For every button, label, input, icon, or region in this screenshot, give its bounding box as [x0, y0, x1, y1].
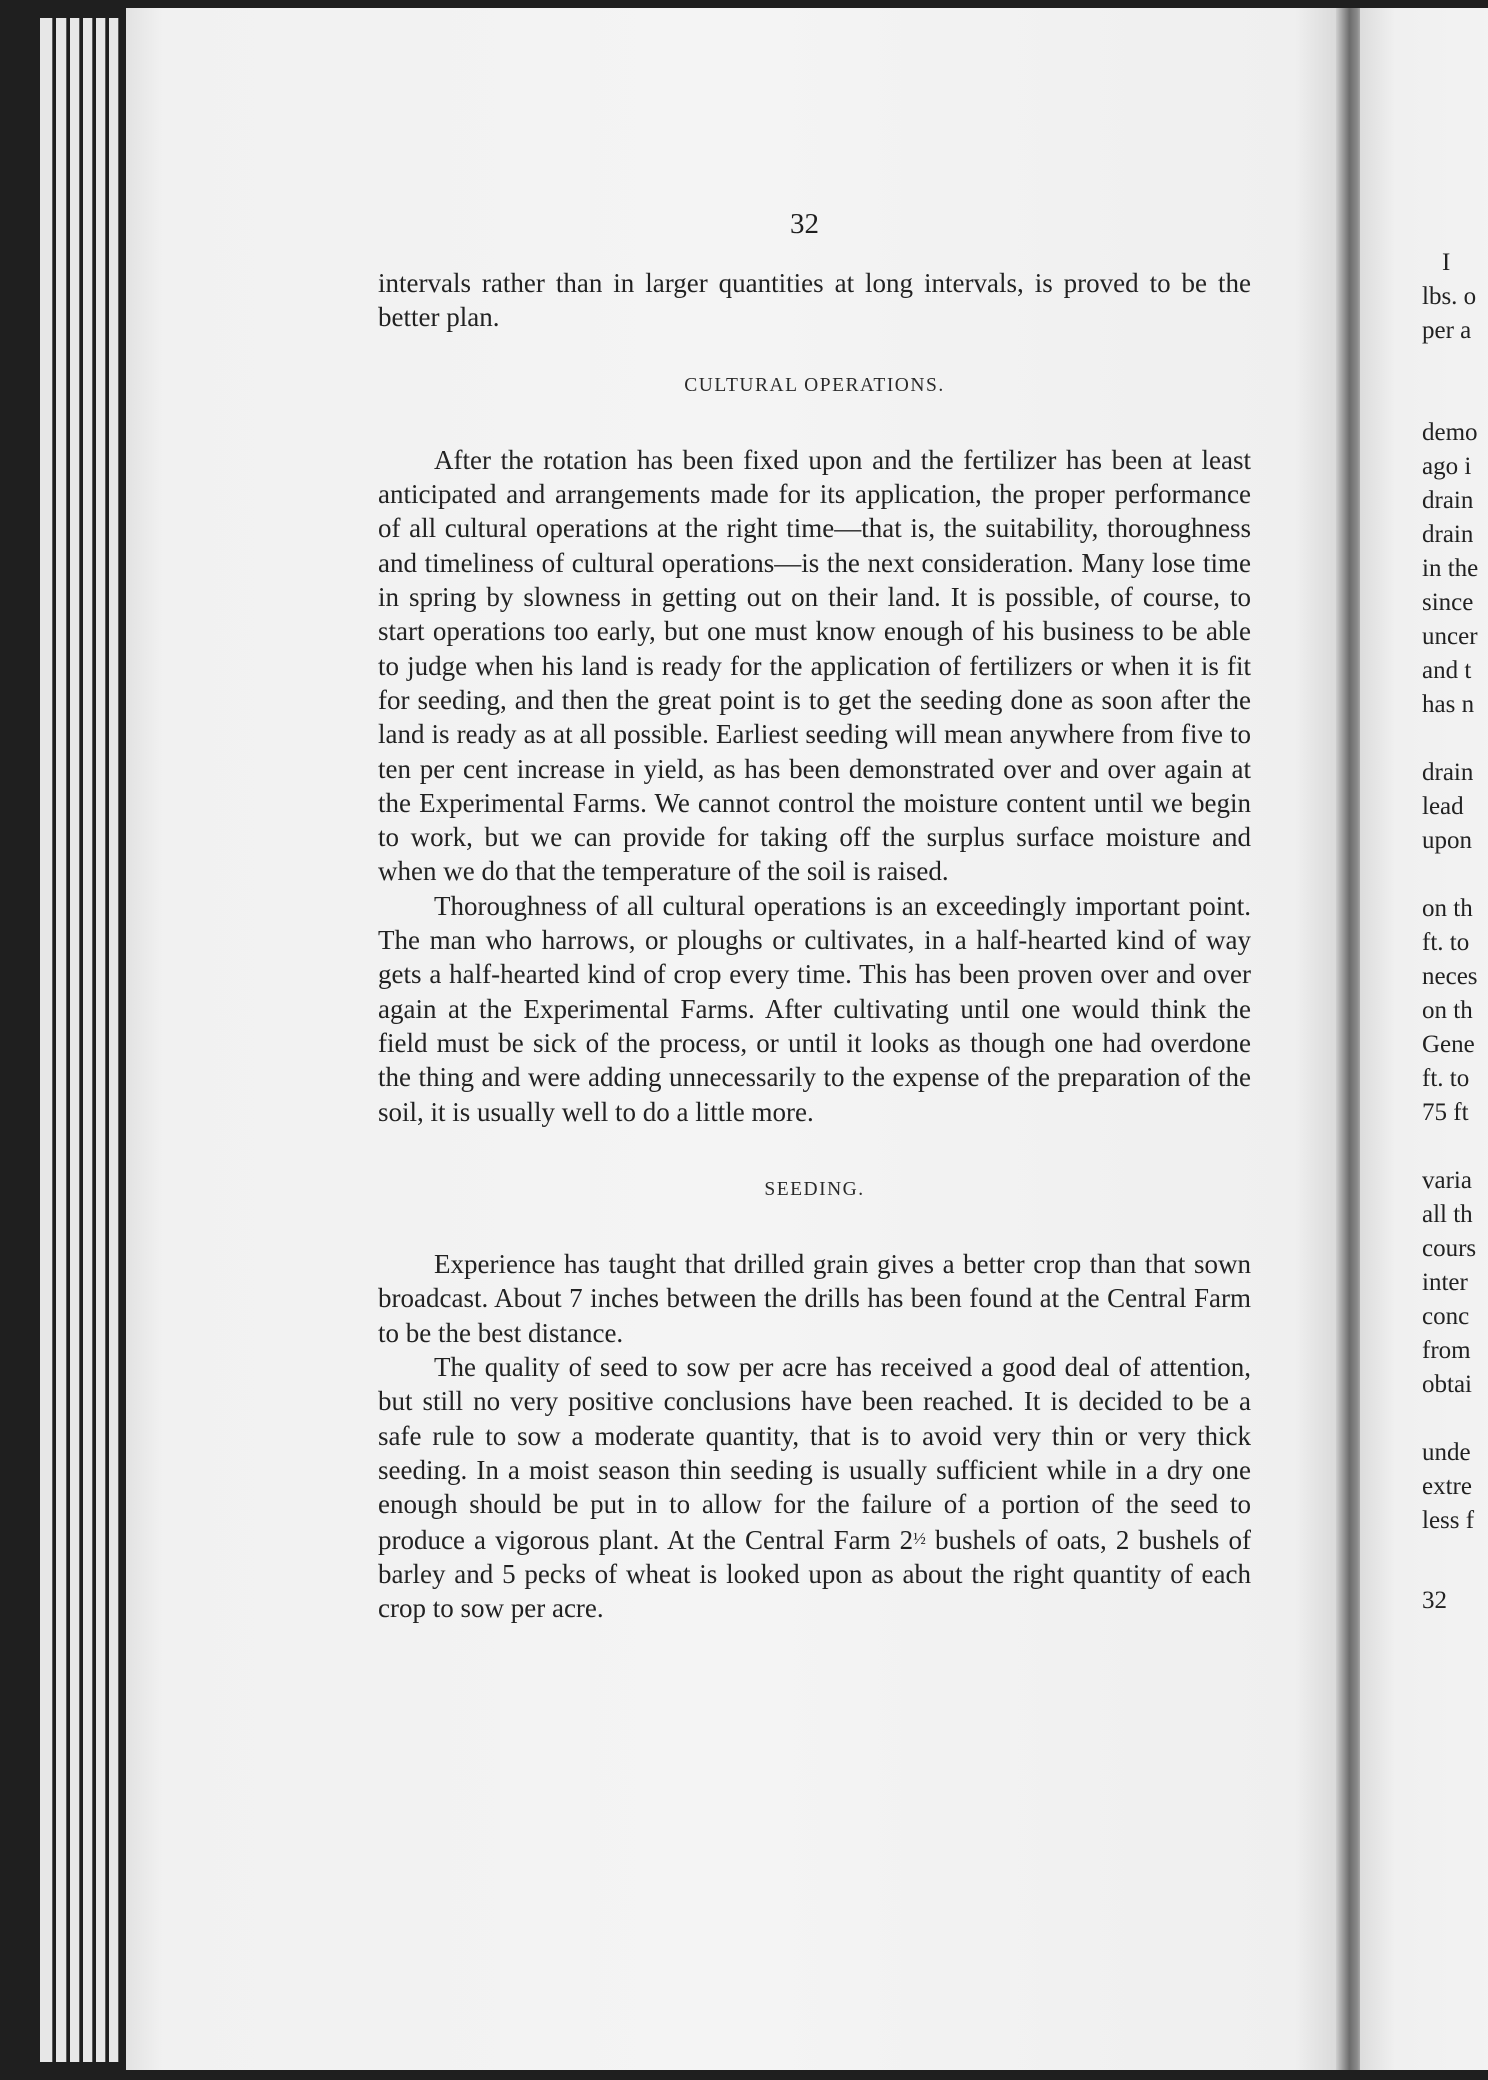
- paragraph-text: The quality of seed to sow per acre has received a good deal of attention, but still no very positive conclusions have been reached. It is decided to be a safe rule to sow a moderate quantity, that is to avoid very thin or very thick seeding. In a moist season thin seeding is usually sufficient while in a dry one enough should be put in to allow for the failure of a portion of the seed to produce a vigorous plant. At the Central Farm 2: [378, 1352, 1251, 1555]
- page-stack-edge: [83, 18, 93, 2062]
- facing-line: [1422, 1538, 1488, 1572]
- facing-line: cours: [1422, 1235, 1477, 1262]
- facing-page-number: 32: [1422, 1587, 1447, 1614]
- facing-line: extre: [1422, 1473, 1472, 1500]
- facing-line: [1422, 722, 1488, 756]
- page-stack-edge: [70, 18, 80, 2062]
- page-stack-edge: [40, 18, 53, 2062]
- paragraph-rotation: After the rotation has been fixed upon and the fertilizer has been at least anticipated and arrangements made for its application, the proper performance of all cultural operations at the right time—that is, the suitability, thoroughness and timeliness of cultural operations—is the next consideration. Many lose time in spring by slowness in getting out on their land. It is possible, of course, to start operations too early, but one must know enough of his business to be able to judge when his land is ready for the application of fertilizers or when it is fit for seeding, and then the great point is to get the seeding done as soon after the land is ready as at all possible. Earliest seeding will mean anywhere from five to ten per cent increase in yield, as has been demonstrated over and over again at the Experimental Farms. We cannot control the moisture content until we begin to work, but we can provide for taking off the surplus surface moisture and when we do that the temperature of the soil is raised.: [378, 444, 1251, 887]
- facing-line: uncer: [1422, 623, 1478, 650]
- facing-line: lbs. o: [1422, 283, 1477, 310]
- facing-line: drain: [1422, 487, 1474, 514]
- facing-line: [1422, 382, 1488, 416]
- facing-line: and t: [1422, 657, 1472, 684]
- facing-line: I: [1442, 249, 1451, 276]
- facing-line: obtai: [1422, 1371, 1472, 1398]
- facing-line: on th: [1422, 895, 1473, 922]
- continuation-paragraph: intervals rather than in larger quantities at long intervals, is proved to be the better plan.: [378, 268, 1251, 333]
- facing-line: all th: [1422, 1201, 1473, 1228]
- paragraph-text: bushels of oats, 2 bushels of barley and 5 pecks of wheat is looked upon as about the right quantity of each crop to sow per acre.: [378, 1524, 1251, 1624]
- facing-page-text: [1422, 246, 1488, 1618]
- facing-line: 75 ft: [1422, 1099, 1469, 1126]
- page-number: 32: [790, 208, 819, 240]
- facing-line: lead: [1422, 793, 1464, 820]
- paragraph-drilled-grain: Experience has taught that drilled grain gives a better crop than that sown broadcast. About 7 inches between the drills has been found at the Central Farm to be the best distance.: [378, 1249, 1251, 1348]
- facing-line: drain: [1422, 521, 1474, 548]
- page-text: [378, 266, 1251, 1625]
- facing-line: conc: [1422, 1303, 1470, 1330]
- facing-line: from: [1422, 1337, 1471, 1364]
- facing-line: [1422, 1130, 1488, 1164]
- fraction-half: ½: [913, 1528, 926, 1548]
- facing-line: drain: [1422, 759, 1474, 786]
- facing-line: ago i: [1422, 453, 1472, 480]
- facing-line: has n: [1422, 691, 1475, 718]
- facing-line: on th: [1422, 997, 1473, 1024]
- section-heading-seeding: SEEDING.: [764, 1178, 865, 1200]
- paragraph-thoroughness: Thoroughness of all cultural operations is an exceedingly important point. The man who harrows, or ploughs or cultivates, in a half-hearted kind of way gets a half-hearted kind of crop every time. This has been proven over and over again at the Experimental Farms. After cultivating until one would think the field must be sick of the process, or until it looks as though one had overdone the thing and were adding unnecessarily to the expense of the preparation of the soil, it is usually well to do a little more.: [378, 890, 1251, 1127]
- facing-line: less f: [1422, 1507, 1475, 1534]
- facing-line: neces: [1422, 963, 1478, 990]
- facing-line: [1422, 858, 1488, 892]
- facing-line: unde: [1422, 1439, 1471, 1466]
- facing-line: demo: [1422, 419, 1478, 446]
- facing-line: since: [1422, 589, 1474, 616]
- facing-line: per a: [1422, 317, 1472, 344]
- facing-line: ft. to: [1422, 929, 1470, 956]
- facing-line: [1422, 348, 1488, 382]
- facing-line: [1422, 1402, 1488, 1436]
- facing-line: upon: [1422, 827, 1472, 854]
- page-stack-edge: [109, 18, 119, 2062]
- facing-line: inter: [1422, 1269, 1468, 1296]
- paragraph-seed-quantity: [378, 1350, 1251, 1625]
- facing-line: ft. to: [1422, 1065, 1470, 1092]
- section-heading-cultural-operations: CULTURAL OPERATIONS.: [684, 374, 945, 396]
- facing-line: varia: [1422, 1167, 1472, 1194]
- facing-line: in the: [1422, 555, 1479, 582]
- page-stack-edge: [96, 18, 106, 2062]
- page-stack-edge: [56, 18, 67, 2062]
- facing-line: Gene: [1422, 1031, 1475, 1058]
